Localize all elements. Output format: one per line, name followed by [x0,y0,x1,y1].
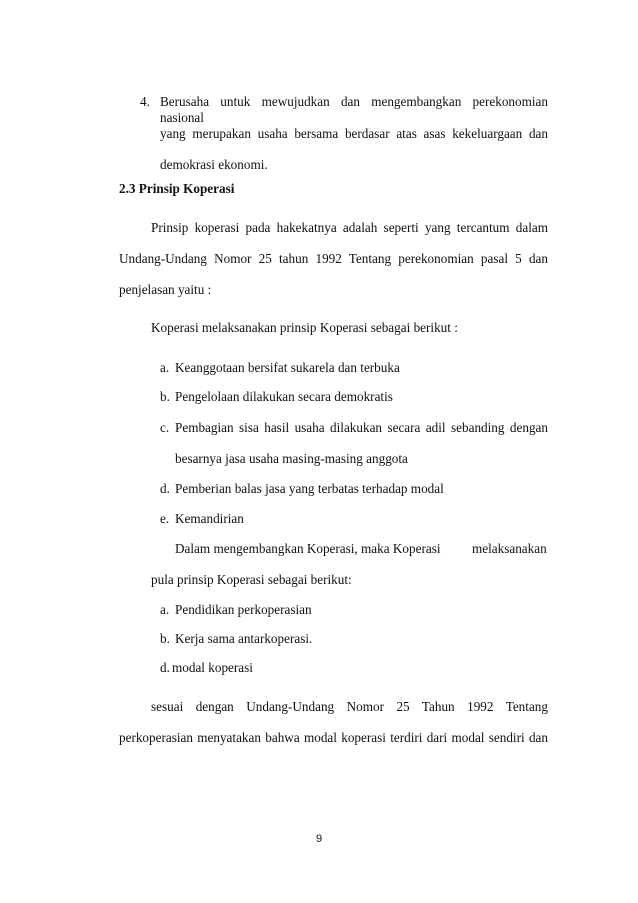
list-item-continuation: besarnya jasa usaha masing-masing anggota [175,451,408,466]
list-marker: c. [160,420,170,435]
page-number: 9 [315,833,323,845]
list-item: modal koperasi [172,660,253,675]
section-heading: 2.3 Prinsip Koperasi [119,181,235,196]
list-marker: b. [160,631,170,646]
paragraph-line: pula prinsip Koperasi sebagai berikut: [151,572,352,587]
list-marker: e. [160,511,170,526]
list-number: 4. [140,94,150,109]
list-marker: a. [160,602,170,617]
list-item: Kemandirian [175,511,244,526]
list-item-line: yang merupakan usaha bersama berdasar atas asas kekeluargaan dan [160,126,548,141]
paragraph-line: Dalam mengembangkan Koperasi, maka Koperasi [175,541,441,556]
paragraph-line: Prinsip koperasi pada hakekatnya adalah seperti yang tercantum dalam [151,220,548,235]
list-item-line: demokrasi ekonomi. [160,157,268,172]
paragraph-line: melaksanakan [472,541,547,556]
paragraph-line: Undang-Undang Nomor 25 tahun 1992 Tentang perekonomian pasal 5 dan [119,251,548,266]
list-marker: d. [160,660,170,675]
principles-intro: Koperasi melaksanakan prinsip Koperasi sebagai berikut : [151,320,458,335]
list-marker: a. [160,360,170,375]
list-item: Keanggotaan bersifat sukarela dan terbuka [175,360,400,375]
list-item: Pengelolaan dilakukan secara demokratis [175,389,393,404]
list-item: Kerja sama antarkoperasi. [175,631,313,646]
list-marker: d. [160,481,170,496]
list-marker: b. [160,389,170,404]
paragraph-line: penjelasan yaitu : [119,282,212,297]
list-item: Pembagian sisa hasil usaha dilakukan secara adil sebanding dengan [175,420,548,435]
list-item: Pendidikan perkoperasian [175,602,312,617]
list-item-line: Berusaha untuk mewujudkan dan mengembangkan perekonomian nasional [160,94,548,125]
list-item: Pemberian balas jasa yang terbatas terhadap modal [175,481,444,496]
paragraph-line: perkoperasian menyatakan bahwa modal koperasi terdiri dari modal sendiri dan [119,730,548,745]
paragraph-line: sesuai dengan Undang-Undang Nomor 25 Tahun 1992 Tentang [151,699,548,714]
